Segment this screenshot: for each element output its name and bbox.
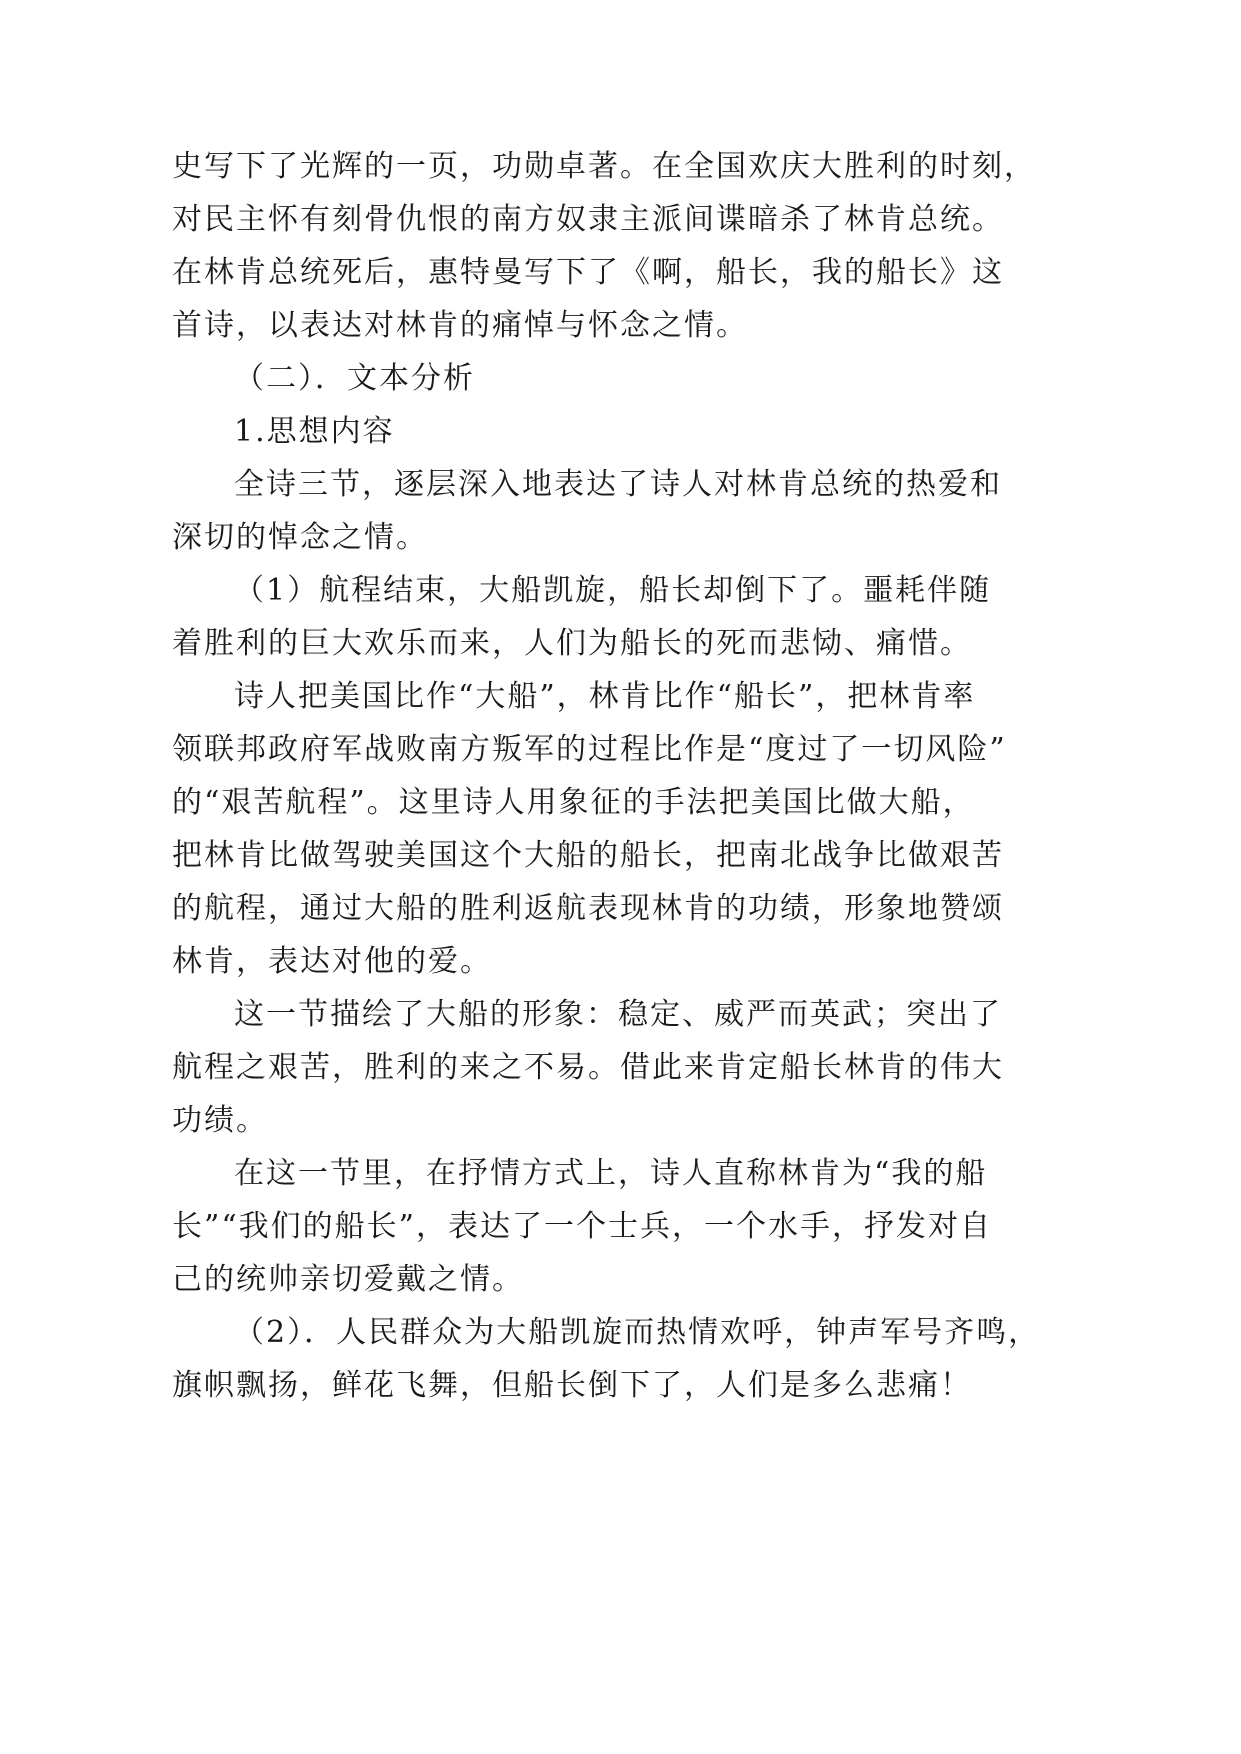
text-line: 己的统帅亲切爱戴之情。 [172,1262,524,1297]
text-line: 深切的悼念之情。 [172,520,428,555]
text-line: 领联邦政府军战败南方叛军的过程比作是“度过了一切风险” [172,732,1007,767]
text-line: 林肯，表达对他的爱。 [172,944,492,979]
text-line: 诗人把美国比作“大船”，林肯比作“船长”，把林肯率 [234,679,976,714]
text-line: 的航程，通过大船的胜利返航表现林肯的功绩，形象地赞颂 [172,891,1004,926]
text-line: 史写下了光辉的一页，功勋卓著。在全国欢庆大胜利的时刻， [172,149,1036,184]
text-line: 把林肯比做驾驶美国这个大船的船长，把南北战争比做艰苦 [172,838,1004,873]
text-line: （1）航程结束，大船凯旋，船长却倒下了。噩耗伴随 [234,573,992,608]
section-heading: （二）．文本分析 [234,361,475,396]
text-line: 旗帜飘扬，鲜花飞舞，但船长倒下了，人们是多么悲痛！ [172,1368,972,1403]
text-line: 对民主怀有刻骨仇恨的南方奴隶主派间谍暗杀了林肯总统。 [172,202,1004,237]
text-line: 长”“我们的船长”，表达了一个士兵，一个水手，抒发对自 [172,1209,993,1244]
text-line: 在这一节里，在抒情方式上，诗人直称林肯为“我的船 [234,1156,988,1191]
text-line: 全诗三节，逐层深入地表达了诗人对林肯总统的热爱和 [234,467,1002,502]
text-line: 在林肯总统死后，惠特曼写下了《啊，船长，我的船长》这 [172,255,1004,290]
text-line: （2）．人民群众为大船凯旋而热情欢呼，钟声军号齐鸣， [234,1315,1041,1350]
text-line: 航程之艰苦，胜利的来之不易。借此来肯定船长林肯的伟大 [172,1050,1004,1085]
text-line: 的“艰苦航程”。这里诗人用象征的手法把美国比做大船， [172,785,975,820]
subsection-heading: 1.思想内容 [234,414,395,449]
text-line: 功绩。 [172,1103,268,1138]
text-line: 着胜利的巨大欢乐而来，人们为船长的死而悲恸、痛惜。 [172,626,972,661]
text-line: 首诗，以表达对林肯的痛悼与怀念之情。 [172,308,748,343]
text-line: 这一节描绘了大船的形象：稳定、威严而英武；突出了 [234,997,1002,1032]
